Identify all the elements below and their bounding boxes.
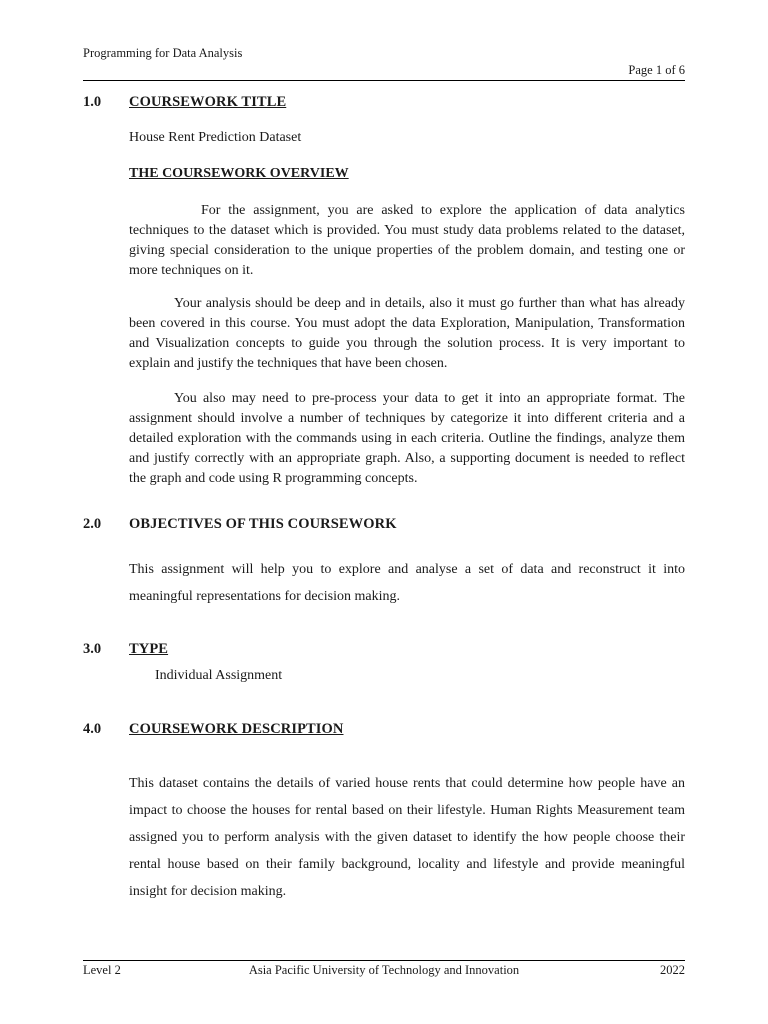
objectives-text: This assignment will help you to explore and analyse a set of data and reconstruct it into meaningful representations for decision making. [129, 562, 685, 604]
footer-divider [83, 960, 685, 961]
overview-paragraph-1: For the assignment, you are asked to explore the application of data analytics techniques to the dataset which is provided. You must study data problems related to the dataset, giving special consideration to the unique properties of the problem domain, and testing one or more techniques on it. [129, 203, 685, 278]
section-2-number: 2.0 [83, 516, 102, 532]
overview-heading: THE COURSEWORK OVERVIEW [129, 166, 349, 181]
header-divider [83, 80, 685, 81]
overview-paragraph-3: You also may need to pre-process your data to get it into an appropriate format. The assignment should involve a number of techniques by categorize it into different criteria and a detailed exploration with the commands using in each criteria. Outline the findings, analyze them and justify correctly with an appropriate graph. Also, a supporting document is needed to reflect the graph and code using R programming concepts. [129, 391, 685, 486]
section-3-number: 3.0 [83, 641, 102, 657]
description-text: This dataset contains the details of varied house rents that could determine how people have an impact to choose the houses for rental based on their lifestyle. Human Rights Measurement team assigned you to perform analysis with the given dataset to identify the how people choose their rental house based on their family background, locality and lifestyle and provide meaningful insight for decision making. [129, 776, 685, 899]
footer-year: 2022 [660, 963, 685, 977]
footer-level: Level 2 [83, 963, 121, 977]
section-3-title: TYPE [129, 641, 169, 657]
coursework-title-text: House Rent Prediction Dataset [129, 130, 302, 145]
section-1-title: COURSEWORK TITLE [129, 94, 287, 110]
header-course-name: Programming for Data Analysis [83, 46, 243, 60]
section-4-number: 4.0 [83, 721, 102, 737]
section-1-number: 1.0 [83, 94, 102, 110]
section-4-title: COURSEWORK DESCRIPTION [129, 721, 344, 737]
section-2-title: OBJECTIVES OF THIS COURSEWORK [129, 516, 397, 532]
header-page-number: Page 1 of 6 [628, 63, 685, 77]
type-text: Individual Assignment [155, 668, 283, 683]
overview-paragraph-2: Your analysis should be deep and in details, also it must go further than what has already been covered in this course. You must adopt the data Exploration, Manipulation, Transformation and Visualization concepts to guide you through the solution process. It is very important to explain and justify the techniques that have been chosen. [129, 296, 685, 371]
footer-institution: Asia Pacific University of Technology and Innovation [248, 963, 520, 977]
